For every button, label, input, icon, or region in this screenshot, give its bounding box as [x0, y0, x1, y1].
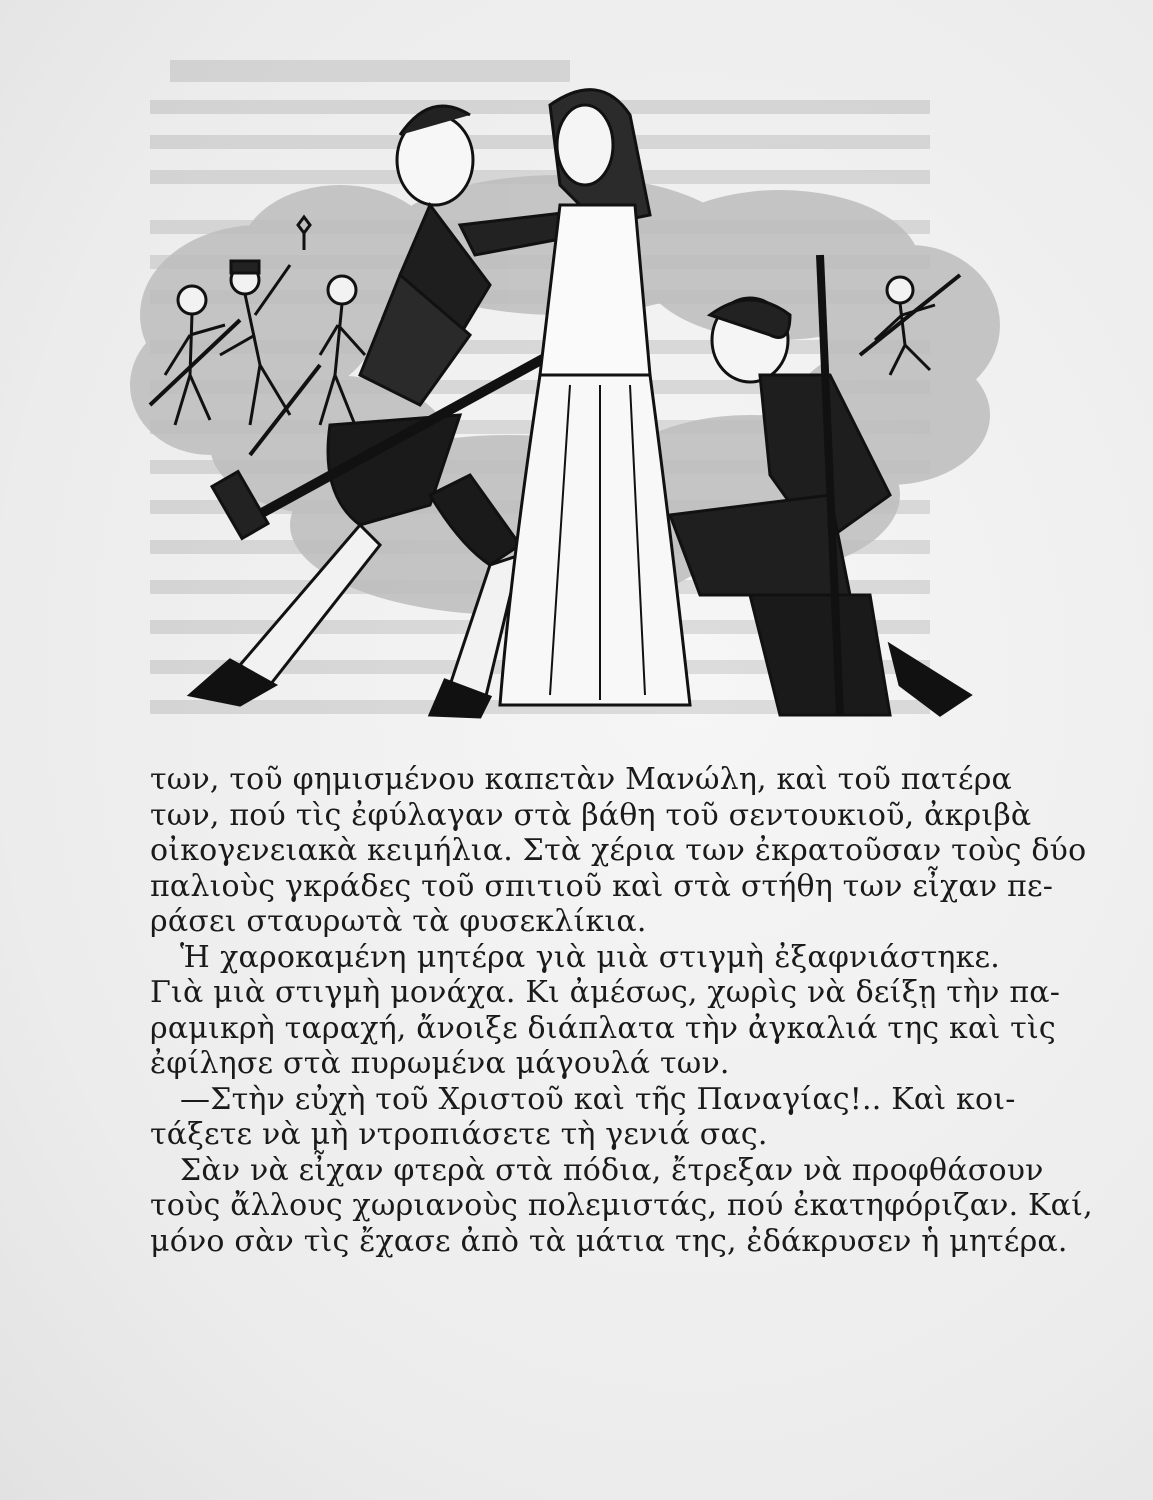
text-line: μόνο σὰν τὶς ἔχασε ἀπὸ τὰ μάτια της, ἐδάκρυσεν ἡ μητέρα.	[150, 1223, 1068, 1259]
text-line: Ἡ χαροκαμένη μητέρα γιὰ μιὰ στιγμὴ ἐξαφνιάστηκε.	[180, 939, 1000, 975]
text-line: οἰκογενειακὰ κειμήλια. Στὰ χέρια των ἐκρατοῦσαν τοὺς δύο	[150, 833, 1087, 868]
text-line: των, τοῦ φημισμένου καπετὰν Μανώλη, καὶ τοῦ πατέρα	[150, 762, 1013, 797]
text-line: ἐφίλησε στὰ πυρωμένα μάγουλά των.	[150, 1046, 730, 1081]
body-text	[150, 762, 1093, 1259]
text-line: Γιὰ μιὰ στιγμὴ μονάχα. Κι ἀμέσως, χωρὶς νὰ δείξῃ τὴν πα-	[150, 975, 1061, 1010]
text-line: των, πού τὶς ἐφύλαγαν στὰ βάθη τοῦ σεντουκιοῦ, ἀκριβὰ	[150, 797, 1032, 833]
text-line: Σὰν νὰ εἶχαν φτερὰ στὰ πόδια, ἔτρεξαν νὰ προφθάσουν	[180, 1152, 1044, 1188]
text-line: παλιοὺς γκράδες τοῦ σπιτιοῦ καὶ στὰ στήθη των εἶχαν πε-	[150, 868, 1054, 904]
text-line: —Στὴν εὐχὴ τοῦ Χριστοῦ καὶ τῆς Παναγίας!.. Καὶ κοι-	[180, 1081, 1016, 1117]
text-line: ράσει σταυρωτὰ τὰ φυσεκλίκια.	[150, 904, 647, 939]
illustration-cretan-women	[130, 75, 1010, 735]
text-line: τάξετε νὰ μὴ ντροπιάσετε τὴ γενιά σας.	[150, 1117, 768, 1152]
text-line: ραμικρὴ ταραχή, ἄνοιξε διάπλατα τὴν ἀγκαλιά της καὶ τὶς	[150, 1010, 1056, 1046]
text-line: τοὺς ἄλλους χωριανοὺς πολεμιστάς, πού ἐκατηφόριζαν. Καί,	[150, 1188, 1093, 1223]
